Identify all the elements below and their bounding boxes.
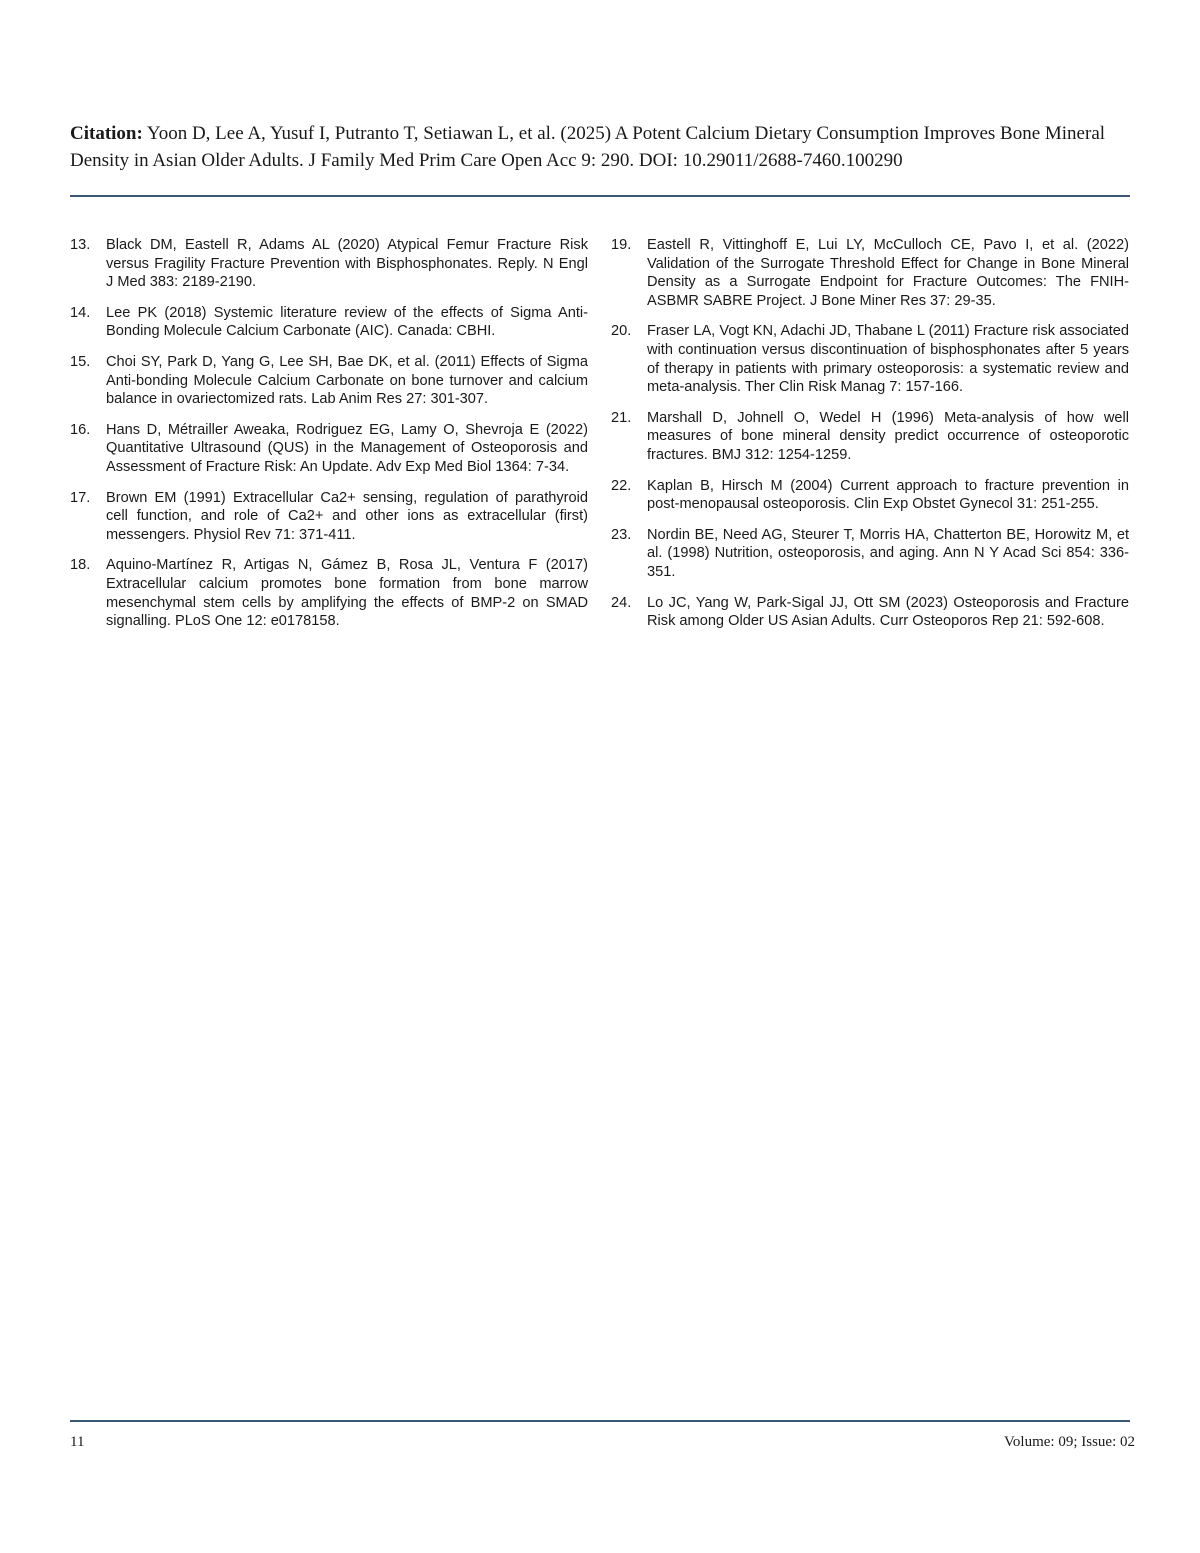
citation-text: Yoon D, Lee A, Yusuf I, Putranto T, Setiawan L, et al. (2025) A Potent Calcium Dietary Consumption Improves Bone Mineral Density in Asian Older Adults. J Family Med Prim Care Open Acc 9: 290. DOI: 10.29011/2688-7460.100290 xyxy=(70,123,1106,171)
reference-number: 16. xyxy=(70,421,91,438)
reference-text: Lo JC, Yang W, Park-Sigal JJ, Ott SM (2023) Osteoporosis and Fracture Risk among Older US Asian Adults. Curr Osteoporos Rep 21: 592-608. xyxy=(647,594,1129,630)
reference-number: 24. xyxy=(611,594,632,611)
reference-text: Fraser LA, Vogt KN, Adachi JD, Thabane L (2011) Fracture risk associated with continuation versus discontinuation of bisphosphonates after 5 years of therapy in patients with primary osteoporosis: a systematic review and meta-analysis. Ther Clin Risk Manag 7: 157-166. xyxy=(647,323,1129,396)
reference-number: 23. xyxy=(611,526,632,543)
reference-text: Nordin BE, Need AG, Steurer T, Morris HA, Chatterton BE, Horowitz M, et al. (1998) Nutrition, osteoporosis, and aging. Ann N Y Acad Sci 854: 336-351. xyxy=(647,526,1129,580)
reference-item-20 xyxy=(611,322,1129,396)
reference-item-13 xyxy=(70,236,588,292)
citation-label: Citation: xyxy=(70,123,143,144)
reference-number: 21. xyxy=(611,409,632,426)
footer-divider xyxy=(70,1420,1130,1422)
references-column-right xyxy=(611,236,1129,643)
reference-item-17 xyxy=(70,489,588,545)
reference-text: Aquino-Martínez R, Artigas N, Gámez B, Rosa JL, Ventura F (2017) Extracellular calcium promotes bone formation from bone marrow mesenchymal stem cells by amplifying the effects of BMP-2 on SMAD signalling. PLoS One 12: e0178158. xyxy=(106,557,588,630)
reference-number: 13. xyxy=(70,237,91,253)
reference-item-19 xyxy=(611,236,1129,310)
reference-text: Black DM, Eastell R, Adams AL (2020) Atypical Femur Fracture Risk versus Fragility Fracture Prevention with Bisphosphonates. Reply. N Engl J Med 383: 2189-2190. xyxy=(106,237,588,291)
reference-number: 19. xyxy=(611,237,632,253)
citation-header xyxy=(70,120,1132,174)
header-divider xyxy=(70,195,1130,197)
reference-number: 15. xyxy=(70,353,91,370)
reference-item-22 xyxy=(611,477,1129,514)
reference-number: 14. xyxy=(70,304,91,321)
page-number: 11 xyxy=(70,1434,85,1450)
reference-text: Hans D, Métrailler Aweaka, Rodriguez EG, Lamy O, Shevroja E (2022) Quantitative Ultrasound (QUS) in the Management of Osteoporosis and Assessment of Fracture Risk: An Update. Adv Exp Med Biol 1364: 7-34. xyxy=(106,421,588,475)
reference-item-24 xyxy=(611,594,1129,631)
reference-text: Marshall D, Johnell O, Wedel H (1996) Meta-analysis of how well measures of bone mineral density predict occurrence of osteoporotic fractures. BMJ 312: 1254-1259. xyxy=(647,409,1129,463)
reference-text: Lee PK (2018) Systemic literature review of the effects of Sigma Anti-Bonding Molecule Calcium Carbonate (AIC). Canada: CBHI. xyxy=(106,304,588,340)
reference-text: Kaplan B, Hirsch M (2004) Current approach to fracture prevention in post-menopausal osteoporosis. Clin Exp Obstet Gynecol 31: 251-255. xyxy=(647,477,1129,513)
reference-number: 22. xyxy=(611,477,632,494)
reference-item-21 xyxy=(611,409,1129,465)
reference-item-23 xyxy=(611,526,1129,582)
reference-text: Choi SY, Park D, Yang G, Lee SH, Bae DK, et al. (2011) Effects of Sigma Anti-bonding Molecule Calcium Carbonate on bone turnover and calcium balance in ovariectomized rats. Lab Anim Res 27: 301-307. xyxy=(106,353,588,408)
reference-item-18 xyxy=(70,556,588,630)
volume-issue: Volume: 09; Issue: 02 xyxy=(1004,1434,1135,1450)
references-column-left xyxy=(70,236,588,643)
reference-text: Eastell R, Vittinghoff E, Lui LY, McCulloch CE, Pavo I, et al. (2022) Validation of the Surrogate Threshold Effect for Change in Bone Mineral Density as a Surrogate Endpoint for Fracture Outcomes: The FNIH-ASBMR SABRE Project. J Bone Miner Res 37: 29-35. xyxy=(647,237,1129,309)
reference-item-16 xyxy=(70,421,588,477)
reference-number: 18. xyxy=(70,557,91,574)
reference-text: Brown EM (1991) Extracellular Ca2+ sensing, regulation of parathyroid cell function, and role of Ca2+ and other ions as extracellular (first) messengers. Physiol Rev 71: 371-411. xyxy=(106,489,588,543)
reference-item-14 xyxy=(70,304,588,341)
reference-number: 17. xyxy=(70,489,91,506)
reference-item-15 xyxy=(70,353,588,409)
reference-number: 20. xyxy=(611,323,632,340)
